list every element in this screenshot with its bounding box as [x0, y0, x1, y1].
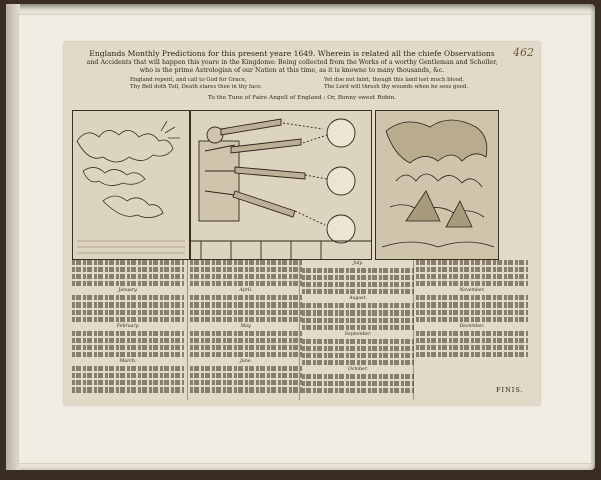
verse-left-1: England repent, and call to God for Grace, [130, 77, 247, 83]
month-heading: July. [353, 261, 363, 266]
verse-right-2: The Lord will thresh thy wounds when he sees good. [324, 84, 469, 90]
folio-number: 462 [513, 46, 534, 59]
month-heading: June. [240, 359, 252, 365]
month-heading: August. [349, 296, 367, 302]
text-column-4 [416, 260, 528, 400]
text-column-2 [190, 260, 302, 400]
text-column-3 [302, 260, 414, 400]
broadside-title: Englands Monthly Predictions for this present yeare 1649. Wherein is related all the chiefe Observations [89, 49, 495, 58]
woodcut-storm [375, 110, 499, 260]
month-heading: May. [240, 323, 252, 329]
verse-left-2: Thy Bell doth Toll, Death stares thee in thy face. [130, 84, 263, 90]
text-column-1 [72, 260, 184, 400]
tune-line: To the Tune of Faire Angell of England ; Or, Bonny sweet Robin. [207, 95, 397, 101]
month-heading: January. [118, 288, 138, 294]
woodcut-clouds [72, 110, 190, 260]
column-rule [299, 260, 300, 400]
broadside-sheet [64, 42, 540, 405]
verse-right-1: Yet doe not faint, though this land lost much blood, [324, 77, 464, 83]
broadside-subtitle: and Accidents that will happen this yeare in the Kingdome: Being collected from the Works of a worthy Gentleman and Scholler, [86, 59, 498, 66]
column-rule [413, 260, 414, 400]
month-heading: April. [239, 288, 253, 294]
month-heading: February. [116, 323, 140, 329]
month-heading: September. [344, 331, 372, 337]
woodcut-astrologer [190, 110, 372, 260]
month-heading: October. [348, 367, 368, 373]
broadside-subtitle-2: who is the prime Astrologian of our Nation at this time, as it is knowne to many thousands, &c. [139, 67, 445, 74]
finis-mark: FINIS. [496, 386, 524, 394]
month-heading: November. [459, 288, 485, 294]
month-heading: December. [459, 323, 485, 329]
month-heading: March. [119, 359, 137, 365]
column-rule [187, 260, 188, 400]
